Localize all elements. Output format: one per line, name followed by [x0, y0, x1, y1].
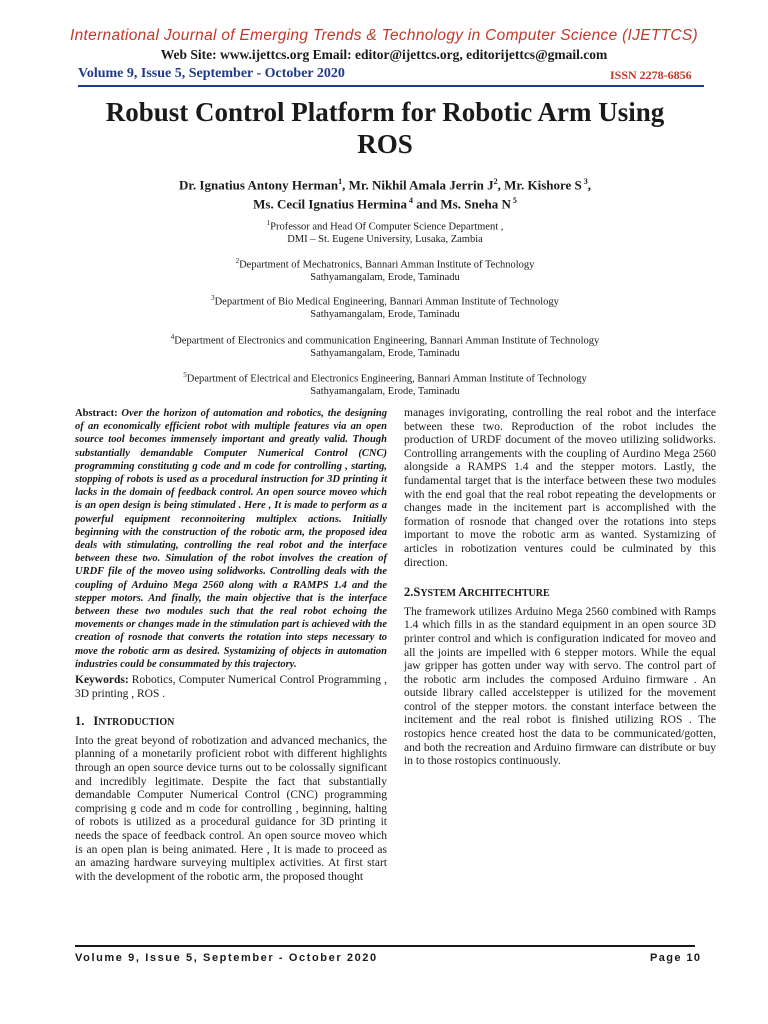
- keywords-text: Robotics, Computer Numerical Control Programming , 3D printing , ROS .: [75, 674, 387, 700]
- affiliation-text: Department of Mechatronics, Bannari Amman Institute of Technology: [239, 259, 535, 271]
- abstract-label: Abstract:: [75, 408, 118, 419]
- affiliation-text: Professor and Head Of Computer Science Department ,: [270, 221, 504, 233]
- section-initial: A: [458, 585, 468, 600]
- author-2: , Mr. Nikhil Amala Jerrin J: [342, 177, 494, 193]
- author-1: Dr. Ignatius Antony Herman: [178, 177, 339, 193]
- left-column: [75, 407, 387, 884]
- title-line-2: ROS: [357, 129, 413, 159]
- page-number: Page 10: [650, 952, 702, 964]
- author-line-1: [60, 174, 710, 193]
- affiliation-location: Sathyamangalam, Erode, Taminadu: [310, 271, 460, 283]
- keywords: [75, 674, 387, 701]
- affiliation-text: Department of Electronics and communication Engineering, Bannari Amman Institute of Technology: [174, 335, 600, 347]
- section-rest: NTRODUCTION: [98, 717, 175, 729]
- issn: ISSN 2278-6856: [610, 68, 692, 82]
- footer-volume: Volume 9, Issue 5, September - October 2020: [75, 952, 378, 964]
- affiliation-sup: 5: [183, 371, 187, 379]
- author-5: and Ms. Sneha N: [412, 196, 511, 212]
- section-initial: I: [93, 714, 99, 729]
- journal-title: International Journal of Emerging Trends & Technology in Computer Science (IJETTCS): [70, 27, 698, 44]
- affiliation-5: [60, 369, 710, 398]
- header-rule: [78, 85, 704, 87]
- title-line-1: Robust Control Platform for Robotic Arm Using: [105, 97, 665, 127]
- right-column: [404, 407, 716, 769]
- paper-title: [60, 96, 710, 160]
- author-list: [60, 174, 710, 213]
- affiliation-3: [60, 292, 710, 321]
- affiliation-location: Sathyamangalam, Erode, Taminadu: [310, 308, 460, 320]
- author-4-sup: 4: [406, 196, 413, 206]
- author-1-sup: 1: [338, 177, 343, 186]
- keywords-label: Keywords:: [75, 674, 129, 687]
- abstract-body: Over the horizon of automation and robotics, the designing of an economically efficient robot with multiple features via an open source tool becomes immensely important and greatly valid. Though substantially demandable Computer Numerical Control (CNC) programming constituting g code and m code for controlling , starting, stopping of robots is used as a procedural instruction for 3D printing it lacks in the domain of feedback control. An open source moveo which is an open design is being stimulated . Here , It is made to perform as a powerful equipment reconnoitering multiplex actions. Initially beginning with the construction of the robotic arm, the proposed idea deals with stimulating, controlling the real robot and the interface between these two. Simulation of the robot involves the creation of URDF file of the moveo using solidworks. Controlling deals with the coupling of Arduino Mega 2560 along with a RAMPS 1.4 and the stepper motors. And finally, the main objective that is the interface between these two modules such that the real robot echoing the movements or changes made in the stimulation part is achieved with the creation of rosnode that converts the rotation into steps necessary to move the robotic arm as desired. Systamizing of objects in automation industries could be consummated by this trajectory.: [75, 408, 387, 670]
- affiliation-location: Sathyamangalam, Erode, Taminadu: [310, 385, 460, 397]
- affiliation-line: [60, 255, 710, 272]
- affiliation-sup: 1: [266, 219, 271, 227]
- affiliation-location: DMI – St. Eugene University, Lusaka, Zambia: [287, 233, 483, 245]
- footer-rule: [75, 945, 695, 947]
- system-architecture-paragraph: The framework utilizes Arduino Mega 2560 combined with Ramps 1.4 which fills in as the standard equipment in an open source 3D printer control and which is configuration indicated for moveo and all the joints are impelled with 6 stepper motors. While the equal jaw gripper has gotten under way with servo. The control part of the robotic arm includes the composed Arduino firmware . An outside library called accelstepper is utilized for the movement control of the stepper motors. the constant interface between the incitement and the real robot is finished utilizing ROS . The rostopics hence created host the data to be communicated/gotten, and both the recreation and Arduino firmware can distribute or buy in to those rostopics continuously.: [404, 605, 716, 768]
- author-3: , Mr. Kishore S: [497, 177, 582, 193]
- affiliation-sup: 2: [235, 257, 240, 265]
- affiliation-line: [60, 369, 710, 386]
- affiliation-1: [60, 217, 710, 246]
- author-5-sup: 5: [510, 196, 517, 206]
- affiliation-4: [60, 331, 710, 360]
- affiliation-text: Department of Electrical and Electronics Engineering, Bannari Amman Institute of Technology: [186, 373, 587, 385]
- affiliation-sup: 3: [211, 294, 215, 302]
- section-initial: S: [413, 585, 421, 600]
- author-4: Ms. Cecil Ignatius Hermina: [253, 196, 407, 212]
- affiliation-sup: 4: [170, 333, 175, 341]
- author-3-sup: 3: [581, 177, 588, 186]
- introduction-continued: manages invigorating, controlling the real robot and the interface between these two. Reproduction of the robot includes the production of URDF document of the moveo utilizing solidworks. Controlling arrangements with the coupling of Aurdino Mega 2560 alongside a RAMPS 1.4 and the stepper motors. Lastly, the fundamental target that is the interface between these two modules with the end goal that the real robot repeating the developments or changes made in the incitement part is accomplished with the formation of rosnode that changed over the rotations into steps important to move the robotic arm as wanted. Systamizing of articles in robotization ventures could be culminated by this direction.: [404, 407, 716, 569]
- section-rest: YSTEM: [420, 588, 459, 600]
- section-number: 2.: [404, 585, 414, 600]
- section-heading-introduction: [75, 715, 387, 730]
- affiliation-location: Sathyamangalam, Erode, Taminadu: [310, 347, 460, 359]
- affiliation-line: [60, 292, 710, 309]
- affiliation-line: [60, 331, 710, 348]
- section-number: 1.: [75, 714, 85, 729]
- author-3-comma: ,: [587, 177, 592, 193]
- abstract: [75, 407, 387, 671]
- author-line-2: [60, 193, 710, 212]
- author-2-sup: 2: [493, 177, 498, 186]
- introduction-paragraph: Into the great beyond of robotization and advanced mechanics, the planning of a monetarily proficient robot with different highlights through an open source device turns out to be colossally significant and incredibly legitimate. Despite the fact that substantially demandable Computer Numerical Control (CNC) programming comprising g code and m code for controlling , beginning, halting of robots is utilized as a procedural guidance for 3D printing it needs the space of feedback control. An open source moveo which is an open plan is being animated. Here , It is made to proceed as an amazing hardware surveying multiplex activities. At first start with the development of the robotic arm, the proposed thought: [75, 734, 387, 883]
- affiliation-line: [60, 217, 710, 234]
- journal-website: Web Site: www.ijettcs.org Email: editor@ijettcs.org, editorijettcs@gmail.com: [160, 47, 608, 62]
- section-heading-system-architecture: [404, 586, 716, 601]
- affiliation-2: [60, 255, 710, 284]
- section-rest: RCHITECHTURE: [467, 588, 550, 600]
- affiliation-text: Department of Bio Medical Engineering, Bannari Amman Institute of Technology: [214, 296, 559, 308]
- volume-issue: Volume 9, Issue 5, September - October 2020: [78, 66, 345, 81]
